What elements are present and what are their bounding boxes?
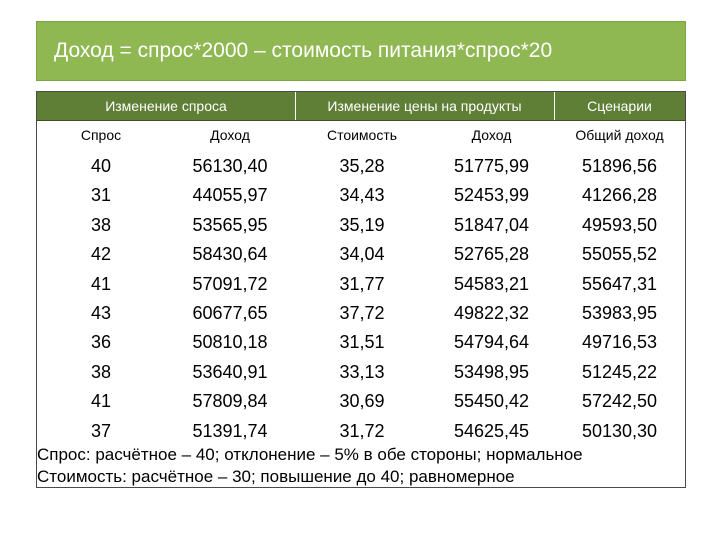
cell-income: 50810,18 <box>192 332 268 353</box>
cell-total-income: 51245,22 <box>581 361 658 382</box>
group-header-demand: Изменение спроса <box>105 98 227 114</box>
table-row <box>37 181 685 210</box>
cell-income: 53565,95 <box>192 214 268 235</box>
cell-demand: 38 <box>90 361 112 382</box>
table-notes <box>37 444 685 488</box>
cell-income-2: 51775,99 <box>453 156 530 176</box>
table-row <box>37 299 685 328</box>
table-row <box>37 240 685 269</box>
table-row <box>37 358 685 387</box>
cell-demand: 41 <box>90 391 112 412</box>
cell-total-income: 49716,53 <box>581 332 658 353</box>
column-header-income-2: Доход <box>471 127 512 143</box>
table-row <box>37 211 685 240</box>
cell-income: 56130,40 <box>192 156 268 176</box>
cell-total-income: 57242,50 <box>581 391 658 412</box>
cell-income: 53640,91 <box>192 361 268 382</box>
column-header-demand: Спрос <box>80 127 122 143</box>
cell-cost: 31,51 <box>339 332 385 353</box>
cell-demand: 43 <box>90 302 112 323</box>
cell-income-2: 54583,21 <box>453 273 530 294</box>
cell-income-2: 55450,42 <box>453 391 530 412</box>
cell-income: 58430,64 <box>192 244 268 265</box>
cell-cost: 37,72 <box>339 302 385 323</box>
table-row <box>37 152 685 181</box>
column-header-total-income: Общий доход <box>575 127 664 143</box>
cell-demand: 31 <box>90 185 112 206</box>
table-row <box>37 328 685 357</box>
cell-income-2: 52453,99 <box>453 185 530 206</box>
cell-income: 57091,72 <box>192 273 268 294</box>
cell-cost: 35,28 <box>339 156 385 176</box>
cell-demand: 37 <box>90 420 112 441</box>
cell-total-income: 53983,95 <box>581 302 658 323</box>
cell-cost: 34,43 <box>339 185 385 206</box>
cell-income: 60677,65 <box>192 302 268 323</box>
cell-income-2: 49822,32 <box>453 302 530 323</box>
cell-income-2: 52765,28 <box>453 244 530 265</box>
cell-total-income: 41266,28 <box>581 185 658 206</box>
slide-title: Доход = спрос*2000 – стоимость питания*спрос*20 <box>36 21 686 81</box>
cell-income-2: 53498,95 <box>453 361 530 382</box>
data-table <box>36 91 686 488</box>
note-demand: Спрос: расчётное – 40; отклонение – 5% в обе стороны; нормальное <box>37 445 583 464</box>
cell-demand: 40 <box>90 156 112 176</box>
column-header-income: Доход <box>210 127 250 143</box>
cell-total-income: 51896,56 <box>581 156 658 176</box>
cell-demand: 36 <box>90 332 112 353</box>
cell-cost: 35,19 <box>339 214 385 235</box>
cell-income: 44055,97 <box>192 185 268 206</box>
cell-cost: 34,04 <box>339 244 385 265</box>
cell-income-2: 51847,04 <box>453 214 530 235</box>
cell-income-2: 54625,45 <box>453 420 530 441</box>
note-cost: Стоимость: расчётное – 30; повышение до 40; равномерное <box>37 467 515 486</box>
group-header-price: Изменение цены на продукты <box>327 98 522 114</box>
cell-total-income: 55055,52 <box>581 244 658 265</box>
column-header-cost: Стоимость <box>326 127 398 143</box>
table-row <box>37 387 685 416</box>
cell-cost: 30,69 <box>339 391 385 412</box>
table-body <box>37 152 685 446</box>
cell-income-2: 54794,64 <box>453 332 530 353</box>
cell-demand: 42 <box>90 244 112 265</box>
table-group-header <box>37 92 685 121</box>
cell-total-income: 50130,30 <box>581 420 658 441</box>
cell-total-income: 49593,50 <box>581 214 658 235</box>
table-row <box>37 270 685 299</box>
cell-demand: 41 <box>90 273 112 294</box>
cell-income: 57809,84 <box>192 391 268 412</box>
group-header-scenarios: Сценарии <box>587 98 652 114</box>
cell-total-income: 55647,31 <box>581 273 658 294</box>
cell-income: 51391,74 <box>192 420 268 441</box>
cell-cost: 31,72 <box>339 420 385 441</box>
cell-cost: 33,13 <box>339 361 385 382</box>
cell-cost: 31,77 <box>339 273 385 294</box>
table-column-header <box>37 121 685 149</box>
cell-demand: 38 <box>90 214 112 235</box>
table-row <box>37 417 685 446</box>
